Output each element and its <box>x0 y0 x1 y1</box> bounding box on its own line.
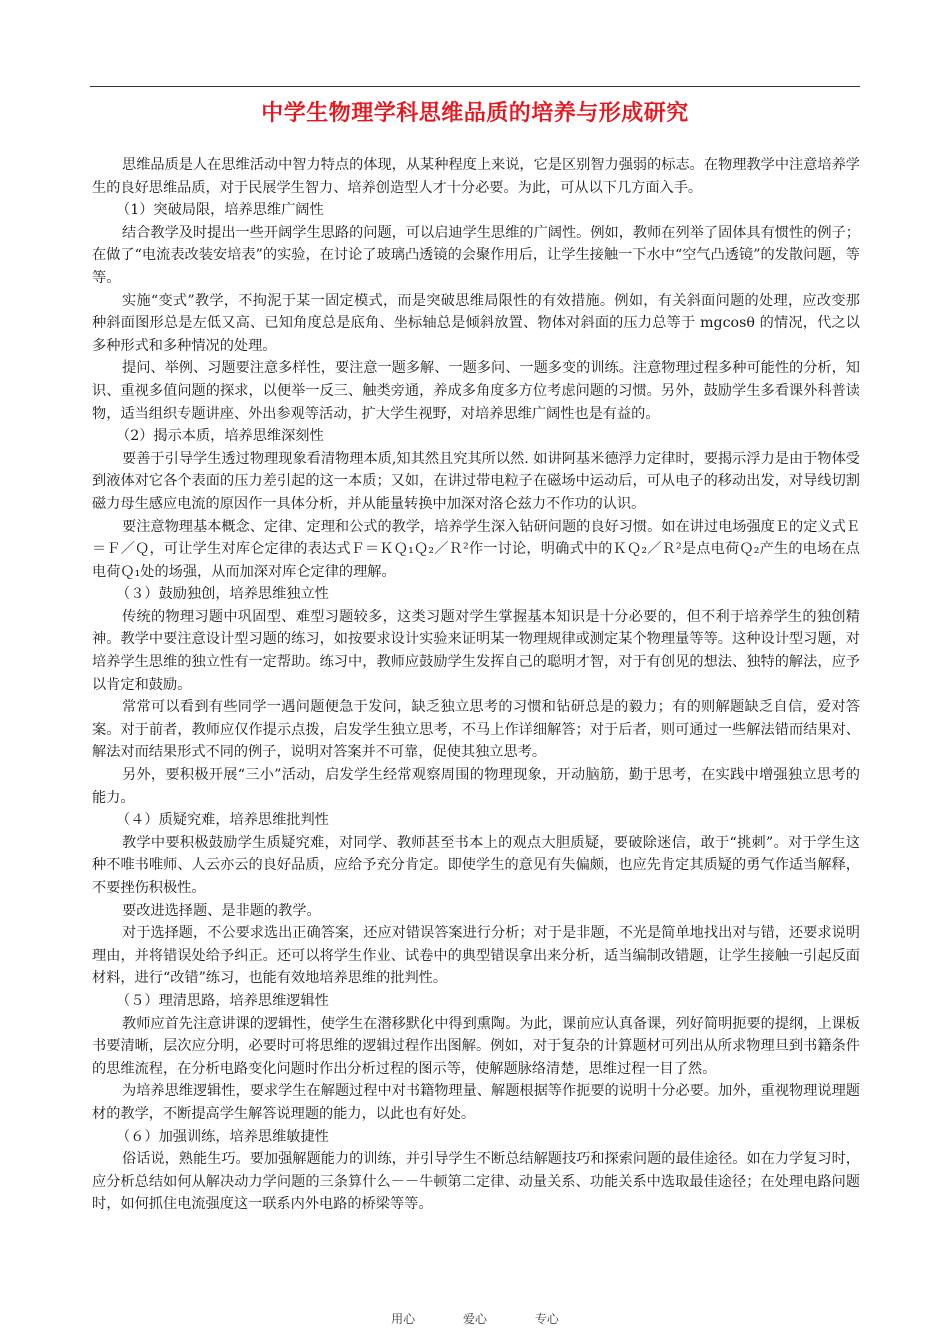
header-rule <box>90 86 860 87</box>
paragraph: 要善于引导学生透过物理现象看清物理本质,知其然且究其所以然. 如讲阿基米德浮力定律时，要揭示浮力是由于物体受到液体对它各个表面的压力差引起的这一本质；又如，在讲过带电粒子在磁场中运动后，可从电子的移动出发，对导线切割磁力母生感应电流的原因作一具体分析，并从能量转换中加深对洛仑兹力不作功的认识。 <box>92 450 860 512</box>
document-title: 中学生物理学科思维品质的培养与形成研究 <box>261 101 689 126</box>
footer-item: 专心 <box>534 1312 559 1326</box>
paragraph: 传统的物理习题中巩固型、难型习题较多，这类习题对学生掌握基本知识是十分必要的，但不利于培养学生的独创精神。教学中要注意设计型习题的练习，如按要求设计实验来证明某一物理规律或测定某个物理量等等。这种设计型习题，对培养学生思维的独立性有一定帮助。练习中，教师应鼓励学生发挥自己的聪明才智，对于有创见的想法、独特的解法，应予以肯定和鼓励。 <box>92 608 860 693</box>
section-heading: （５）理清思路，培养思维逻辑性 <box>116 992 329 1009</box>
paragraph: 思维品质是人在思维活动中智力特点的体现，从某种程度上来说，它是区别智力强弱的标志。在物理教学中注意培养学生的良好思维品质，对于民展学生智力、培养创造型人才十分必要。为此，可从以下几方面入手。 <box>92 157 860 196</box>
page-footer <box>0 1310 950 1327</box>
section-heading: （1）突破局限，培养思维广阔性 <box>116 202 324 219</box>
paragraph: 结合教学及时提出一些开阔学生思路的问题，可以启迪学生思维的广阔性。例如，教师在列举了固体具有惯性的例子；在做了“电流表改装安培表”的实验，在讨论了玻璃凸透镜的会聚作用后，让学生接触一下水中“空气凸透镜”的发散问题，等等。 <box>92 224 860 286</box>
paragraph: 为培养思维逻辑性，要求学生在解题过程中对书籍物理量、解题根据等作扼要的说明十分必要。加外，重视物理说理题材的教学，不断提高学生解答说理题的能力，以此也有好处。 <box>92 1083 860 1122</box>
paragraph: 实施“变式”教学，不拘泥于某一固定模式，而是突破思维局限性的有效措施。例如，有关斜面问题的处理，应改变那种斜面图形总是左低又高、已知角度总是底角、坐标轴总是倾斜放置、物体对斜面的压力总等于 mgcosθ 的情况，代之以多种形式和多种情况的处理。 <box>92 292 860 354</box>
footer-item: 用心 <box>391 1312 416 1326</box>
paragraph: 另外，要积极开展“三小”活动，启发学生经常观察周围的物理现象，开动脑筋，勤于思考，在实践中增强独立思考的能力。 <box>92 767 860 806</box>
section-heading: （６）加强训练，培养思维敏捷性 <box>116 1128 329 1145</box>
paragraph: 教学中要积极鼓励学生质疑究难，对同学、教师甚至书本上的观点大胆质疑，要破除迷信，敢于“挑刺”。对于学生这种不唯书唯师、人云亦云的良好品质，应给予充分肯定。即使学生的意见有失偏颇，也应先肯定其质疑的勇气作适当解释，不要挫伤积极性。 <box>92 834 860 896</box>
paragraph: 俗话说，熟能生巧。要加强解题能力的训练，并引导学生不断总结解题技巧和探索问题的最佳途径。如在力学复习时，应分析总结如何从解决动力学问题的三条算什么－－牛顿第二定律、动量关系、功能关系中选取最佳途径；在处理电路问题时，如何抓住电流强度这一联系内外电路的桥梁等等。 <box>92 1151 860 1213</box>
footer-item: 爱心 <box>462 1312 487 1326</box>
paragraph: 教师应首先注意讲课的逻辑性，使学生在潜移默化中得到熏陶。为此，课前应认真备课，列好简明扼要的提纲，上课板书要清晰，层次应分明，必要时可将思维的逻辑过程作出图解。例如，对于复杂的计算题材可列出从所求物理旦到书籍条件的思维流程，在分析电路变化问题时作出分析过程的图示等，使解题脉络清楚，思维过程一目了然。 <box>92 1015 860 1077</box>
paragraph: 对于选择题，不公要求选出正确答案，还应对错误答案进行分析；对于是非题，不光是简单地找出对与错，还要求说明理由，并将错误处给予纠正。还可以将学生作业、试卷中的典型错误拿出来分析，适当编制改错题，让学生接触一引起反面材料，进行“改错”练习，也能有效地培养思维的批判性。 <box>92 925 860 987</box>
paragraph: 要改进选择题、是非题的教学。 <box>122 902 321 919</box>
document-body <box>92 154 860 1216</box>
section-heading: （４）质疑究难，培养思维批判性 <box>116 812 329 829</box>
paragraph: 要注意物理基本概念、定律、定理和公式的教学，培养学生深入钻研问题的良好习惯。如在讲过电场强度Ｅ的定义式Ｅ＝Ｆ／Ｑ，可让学生对库仑定律的表达式Ｆ＝ＫＱ₁Ｑ₂／Ｒ²作一讨论，明确式中的ＫＱ₂／Ｒ²是点电荷Ｑ₂产生的电场在点电荷Ｑ₁处的场强，从而加深对库仑定律的理解。 <box>92 518 860 580</box>
section-heading: （３）鼓励独创，培养思维独立性 <box>116 586 329 603</box>
paragraph: 提问、举例、习题要注意多样性，要注意一题多解、一题多问、一题多变的训练。注意物理过程多种可能性的分析，知识、重视多值问题的探求，以便举一反三、触类旁通，养成多角度多方位考虑问题的习惯。另外，鼓励学生多看课外科普读物，适当组织专题讲座、外出参观等活动，扩大学生视野，对培养思维广阔性也是有益的。 <box>92 360 860 422</box>
paragraph: 常常可以看到有些同学一遇问题便急于发问，缺乏独立思考的习惯和钻研总是的毅力；有的则解题缺乏自信，爱对答案。对于前者，教师应仅作提示点拨，启发学生独立思考，不马上作详细解答；对于后者，则可通过一些解法错而结果对、解法对而结果形式不同的例子，说明对答案并不可靠，促使其独立思考。 <box>92 699 860 761</box>
section-heading: （2）揭示本质，培养思维深刻性 <box>116 428 324 445</box>
